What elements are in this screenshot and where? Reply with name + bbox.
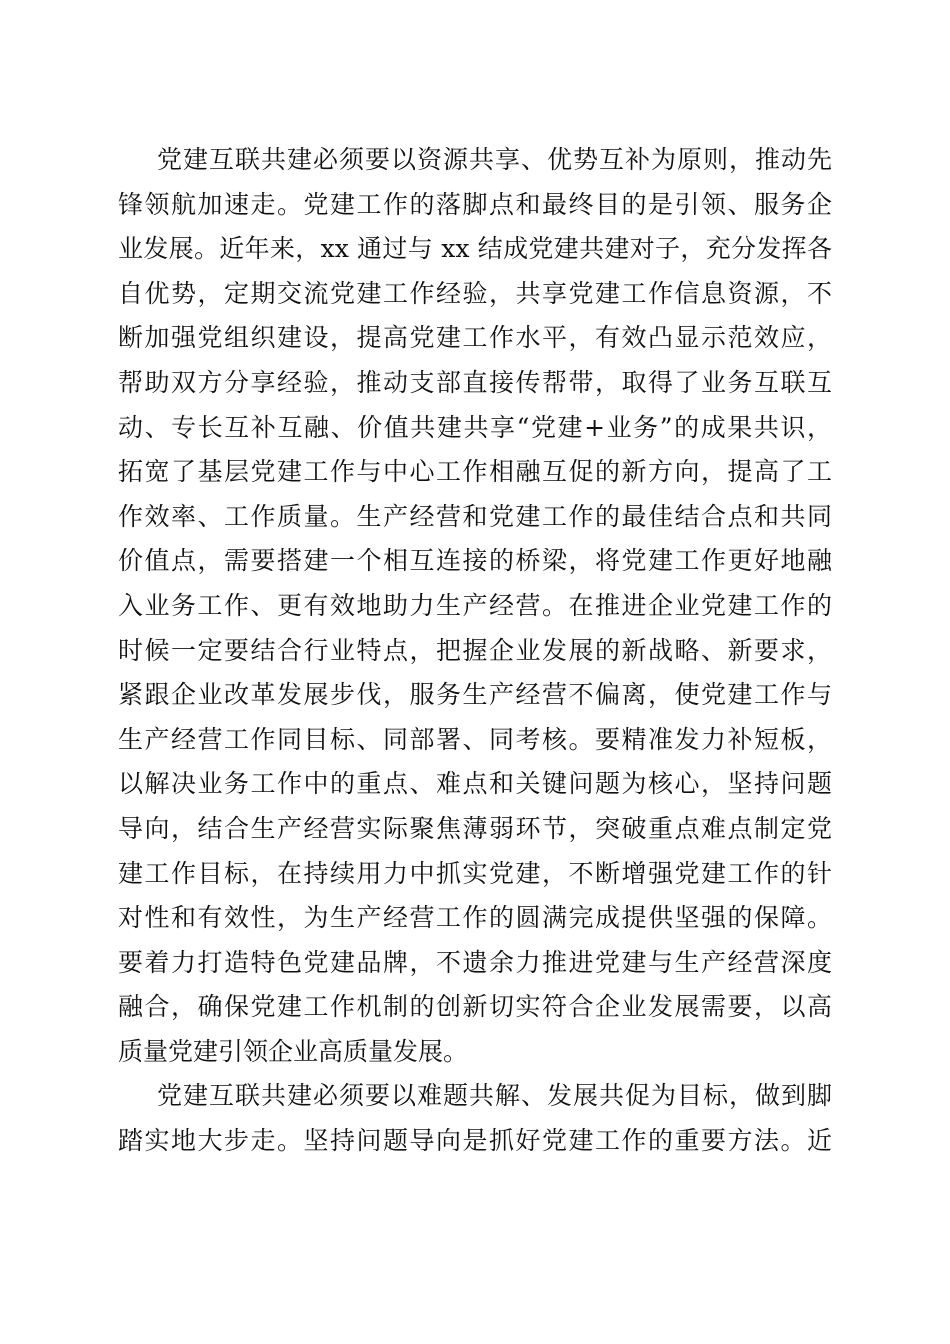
- text-line: 自优势，定期交流党建工作经验，共享党建工作信息资源，不: [118, 278, 832, 308]
- text-line: 帮助双方分享经验，推动支部直接传帮带，取得了业务互联互: [118, 367, 832, 397]
- text-line: 断加强党组织建设，提高党建工作水平，有效凸显示范效应，: [118, 323, 832, 353]
- text-line: 业发展。近年来，xx 通过与 xx 结成党建共建对子，充分发挥各: [118, 234, 832, 264]
- text-line: 踏实地大步走。坚持问题导向是抓好党建工作的重要方法。近: [118, 1126, 832, 1156]
- text-line: 对性和有效性，为生产经营工作的圆满完成提供坚强的保障。: [118, 903, 832, 933]
- document-body: [118, 138, 832, 1164]
- paragraph-1: [118, 138, 832, 1074]
- text-line: 融合，确保党建工作机制的创新切实符合企业发展需要，以高: [118, 992, 832, 1022]
- text-line: 价值点，需要搭建一个相互连接的桥梁，将党建工作更好地融: [118, 546, 832, 576]
- text-line: 锋领航加速走。党建工作的落脚点和最终目的是引领、服务企: [118, 189, 832, 219]
- paragraph-2: [118, 1074, 832, 1163]
- text-line: 以解决业务工作中的重点、难点和关键问题为核心，坚持问题: [118, 769, 832, 799]
- text-line: 要着力打造特色党建品牌，不遗余力推进党建与生产经营深度: [118, 947, 832, 977]
- text-line: 入业务工作、更有效地助力生产经营。在推进企业党建工作的: [118, 590, 832, 620]
- text-line: 动、专长互补互融、价值共建共享“党建+业务”的成果共识，: [118, 412, 832, 442]
- text-line: 建工作目标，在持续用力中抓实党建，不断增强党建工作的针: [118, 858, 832, 888]
- text-line: 党建互联共建必须要以资源共享、优势互补为原则，推动先: [157, 145, 832, 174]
- text-line: 党建互联共建必须要以难题共解、发展共促为目标，做到脚: [157, 1081, 832, 1111]
- text-line: 拓宽了基层党建工作与中心工作相融互促的新方向，提高了工: [118, 457, 832, 487]
- text-line: 时候一定要结合行业特点，把握企业发展的新战略、新要求，: [118, 635, 832, 665]
- text-line: 紧跟企业改革发展步伐，服务生产经营不偏离，使党建工作与: [118, 680, 832, 710]
- text-line: 作效率、工作质量。生产经营和党建工作的最佳结合点和共同: [118, 501, 832, 531]
- text-line: 导向，结合生产经营实际聚焦薄弱环节，突破重点难点制定党: [118, 813, 832, 843]
- text-line: 生产经营工作同目标、同部署、同考核。要精准发力补短板，: [118, 724, 832, 754]
- text-line: 质量党建引领企业高质量发展。: [118, 1036, 469, 1066]
